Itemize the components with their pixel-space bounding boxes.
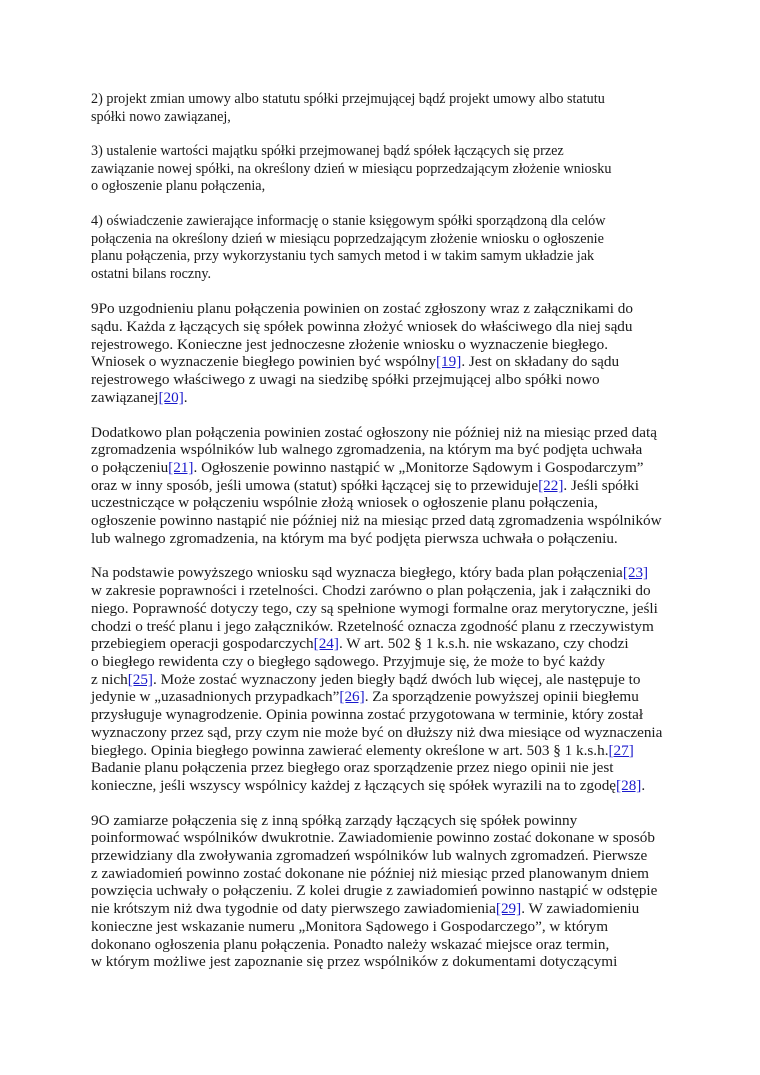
text-segment: Dodatkowo plan połączenia powinien zostać ogłoszony nie później niż na miesiąc przed datą <box>91 423 657 441</box>
text-segment: Badanie planu połączenia przez biegłego oraz sporządzenie przez niego opinii nie jest <box>91 759 614 777</box>
text-line <box>91 353 681 371</box>
text-line <box>91 706 681 724</box>
text-segment: lub walnego zgromadzenia, na którym ma być podjęta pierwsza uchwała o połączeniu. <box>91 529 618 547</box>
text-line <box>91 266 681 284</box>
text-segment: . Jeśli spółki <box>563 476 639 494</box>
footnote-link[interactable]: [28] <box>616 776 642 794</box>
text-line <box>91 143 681 161</box>
text-segment: o połączeniu <box>91 458 169 476</box>
text-segment: planu połączenia, przy wykorzystaniu tych samych metod i w takim samym układzie jak <box>91 248 595 265</box>
text-segment: 4) oświadczenie zawierające informację o stanie księgowym spółki sporządzoną dla celów <box>91 212 606 229</box>
text-line <box>91 161 681 179</box>
text-segment: dokonano ogłoszenia planu połączenia. Ponadto należy wskazać miejsce oraz termin, <box>91 935 610 953</box>
text-line <box>91 953 681 971</box>
text-line <box>91 759 681 777</box>
text-line <box>91 231 681 249</box>
text-line <box>91 653 681 671</box>
footnote-link[interactable]: [24] <box>313 635 339 653</box>
text-segment: z zawiadomień powinno zostać dokonane nie później niż miesiąc przed planowanym dniem <box>91 864 649 882</box>
text-line <box>91 936 681 954</box>
text-line <box>91 248 681 266</box>
footnote-link[interactable]: [25] <box>127 670 153 688</box>
paragraph <box>91 91 681 126</box>
text-segment: . <box>183 388 188 406</box>
text-segment: . Jest on składany do sądu <box>461 353 620 371</box>
text-segment: ostatni bilans roczny. <box>91 265 212 282</box>
text-line <box>91 812 681 830</box>
text-segment: zawiązanie nowej spółki, na określony dzień w miesiącu poprzedzającym złożenie wniosku <box>91 160 612 177</box>
text-line <box>91 300 681 318</box>
text-segment: . Za sporządzenie powyższej opinii biegłemu <box>364 688 639 706</box>
text-line <box>91 582 681 600</box>
paragraph <box>91 213 681 283</box>
text-segment: . <box>641 776 646 794</box>
text-segment: 2) projekt zmian umowy albo statutu spółki przejmującej bądź projekt umowy albo statutu <box>91 91 605 107</box>
text-line <box>91 512 681 530</box>
text-line <box>91 600 681 618</box>
text-segment: zawiązanej <box>91 388 159 406</box>
text-line <box>91 635 681 653</box>
text-segment: w którym możliwe jest zapoznanie się przez wspólników z dokumentami dotyczącymi <box>91 953 618 971</box>
text-segment: poinformować wspólników dwukrotnie. Zawiadomienie powinno zostać dokonane w sposób <box>91 829 655 847</box>
text-segment: . Może zostać wyznaczony jeden biegły bądź dwóch lub więcej, ale następuje to <box>153 670 641 688</box>
text-segment: połączenia na określony dzień w miesiącu poprzedzającym złożenie wniosku o ogłoszenie <box>91 230 604 247</box>
text-line <box>91 494 681 512</box>
text-line <box>91 178 681 196</box>
text-line <box>91 91 681 109</box>
text-line <box>91 618 681 636</box>
text-line <box>91 459 681 477</box>
text-segment: w zakresie poprawności i rzetelności. Chodzi zarówno o plan połączenia, jak i załączniki do <box>91 582 651 600</box>
text-segment: zgromadzenia wspólników lub walnego zgromadzenia, na którym ma być podjęta uchwała <box>91 441 643 459</box>
text-segment: Na podstawie powyższego wniosku sąd wyznacza biegłego, który bada plan połączenia <box>91 564 623 582</box>
text-line <box>91 564 681 582</box>
text-line <box>91 847 681 865</box>
text-segment: wyznaczony przez sąd, przy czym nie może być on dłuższy niż dwa miesiące od wyznaczenia <box>91 723 663 741</box>
text-line <box>91 318 681 336</box>
text-segment: Wniosek o wyznaczenie biegłego powinien być wspólny <box>91 353 436 371</box>
footnote-link[interactable]: [19] <box>436 353 462 371</box>
text-segment: sądu. Każda z łączących się spółek powinna złożyć wniosek do właściwego dla niej sądu <box>91 318 633 336</box>
text-segment: nie krótszym niż dwa tygodnie od daty pierwszego zawiadomienia <box>91 900 496 918</box>
text-line <box>91 530 681 548</box>
text-segment: . W zawiadomieniu <box>521 900 640 918</box>
text-line <box>91 777 681 795</box>
text-line <box>91 336 681 354</box>
text-segment: oraz w inny sposób, jeśli umowa (statut) spółki łączącej się to przewiduje <box>91 476 539 494</box>
text-segment: konieczne jest wskazanie numeru „Monitora Sądowego i Gospodarczego”, w którym <box>91 917 609 935</box>
text-segment: przysługuje wynagrodzenie. Opinia powinna zostać przygotowana w terminie, który został <box>91 706 644 724</box>
document-page <box>91 91 681 988</box>
text-segment: . Ogłoszenie powinno nastąpić w „Monitorze Sądowym i Gospodarczym” <box>193 458 644 476</box>
text-segment: przebiegiem operacji gospodarczych <box>91 635 314 653</box>
paragraph <box>91 143 681 196</box>
text-line <box>91 882 681 900</box>
text-line <box>91 688 681 706</box>
paragraph <box>91 424 681 548</box>
text-line <box>91 671 681 689</box>
text-line <box>91 371 681 389</box>
text-line <box>91 865 681 883</box>
text-line <box>91 441 681 459</box>
text-line <box>91 424 681 442</box>
text-segment: uczestniczące w połączeniu wspólnie złożą wniosek o ogłoszenie planu połączenia, <box>91 494 598 512</box>
text-segment: chodzi o treść planu i jego załączników. Rzetelność oznacza zgodność planu z rzeczywistym <box>91 617 654 635</box>
footnote-link[interactable]: [21] <box>168 458 194 476</box>
text-line <box>91 900 681 918</box>
footnote-link[interactable]: [26] <box>339 688 365 706</box>
text-segment: przewidziany dla zwoływania zgromadzeń wspólników lub walnych zgromadzeń. Pierwsze <box>91 847 648 865</box>
text-segment: ogłoszenie powinno nastąpić nie później niż na miesiąc przed datą zgromadzenia wspólników <box>91 512 662 530</box>
text-line <box>91 724 681 742</box>
text-segment: . W art. 502 § 1 k.s.h. nie wskazano, czy chodzi <box>338 635 629 653</box>
text-segment: z nich <box>91 670 128 688</box>
text-segment: niego. Poprawność dotyczy tego, czy są spełnione wymogi formalne oraz merytoryczne, jeśli <box>91 599 658 617</box>
text-line <box>91 389 681 407</box>
text-line <box>91 742 681 760</box>
text-segment: 3) ustalenie wartości majątku spółki przejmowanej bądź spółek łączących się przez <box>91 143 564 160</box>
footnote-link[interactable]: [29] <box>495 900 522 918</box>
text-segment: konieczne, jeśli wszyscy wspólnicy każdej z łączących się spółek wyrazili na to zgodę <box>91 776 617 794</box>
paragraph <box>91 300 681 406</box>
text-segment: 9Po uzgodnieniu planu połączenia powinien on zostać zgłoszony wraz z załącznikami do <box>91 300 633 318</box>
text-line <box>91 109 681 127</box>
text-line <box>91 477 681 495</box>
paragraph <box>91 564 681 794</box>
text-segment: biegłego. Opinia biegłego powinna zawierać elementy określone w art. 503 § 1 k.s.h. <box>91 741 609 759</box>
text-line <box>91 829 681 847</box>
text-segment: o biegłego rewidenta czy o biegłego sądowego. Przyjmuje się, że może to być każdy <box>91 653 606 670</box>
text-segment: rejestrowego. Konieczne jest jednoczesne złożenie wniosku o wyznaczenie biegłego. <box>91 335 609 353</box>
text-segment: rejestrowego właściwego z uwagi na siedzibę spółki przejmującej albo spółki nowo <box>91 371 600 389</box>
text-segment: spółki nowo zawiązanej, <box>91 108 231 125</box>
text-segment: jedynie w „uzasadnionych przypadkach” <box>91 688 340 706</box>
text-line <box>91 213 681 231</box>
footnote-link[interactable]: [27] <box>608 741 634 759</box>
footnote-link[interactable]: [23] <box>622 564 649 582</box>
text-segment: o ogłoszenie planu połączenia, <box>91 178 266 195</box>
text-segment: 9O zamiarze połączenia się z inną spółką zarządy łączących się spółek powinny <box>91 811 578 829</box>
footnote-link[interactable]: [20] <box>158 388 184 406</box>
text-segment: powzięcia uchwały o połączeniu. Z kolei drugie z zawiadomień powinno nastąpić w odstępie <box>91 882 658 900</box>
footnote-link[interactable]: [22] <box>538 476 564 494</box>
paragraph <box>91 812 681 971</box>
text-line <box>91 918 681 936</box>
